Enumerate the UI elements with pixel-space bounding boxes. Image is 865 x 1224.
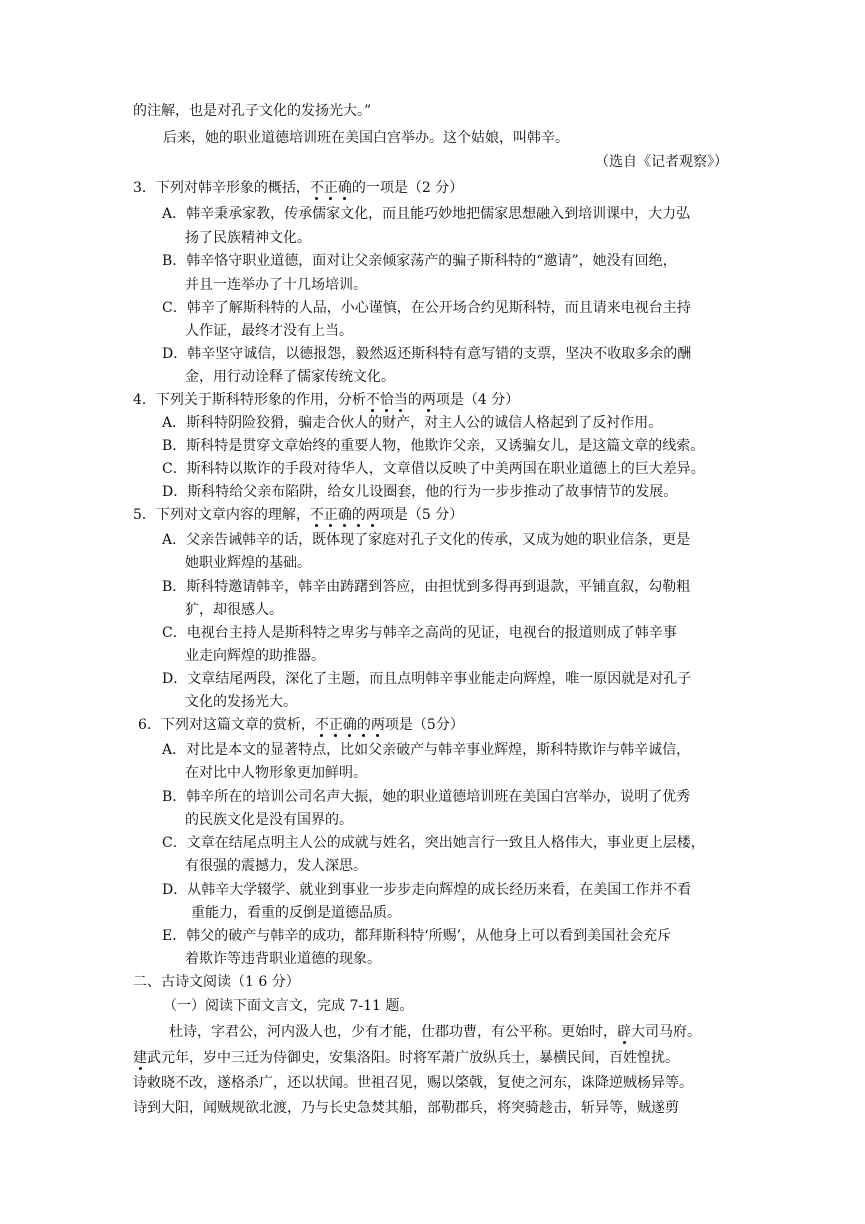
option-line: C．电视台主持人是斯科特之卑劣与韩辛之高尚的见证，电视台的报道则成了韩辛事 [162, 625, 677, 641]
option-line: C．斯科特以欺诈的手段对待华人，文章借以反映了中美两国在职业道德上的巨大差异。 [162, 461, 705, 477]
option-line: B．韩辛恪守职业道德，面对让父亲倾家荡产的骗子斯科特的“邀请”，她没有回绝， [162, 253, 677, 269]
question-6: 6．下列对这篇文章的赏析，不正确的两项是（5分） [138, 717, 464, 733]
option-line: 的民族文化是没有国界的。 [185, 812, 353, 828]
classical-text-line: 诗到大阳，闻贼规欲北渡，乃与长史急焚其船，部勒郡兵，将突骑趁击，斩异等，贼遂剪 [133, 1100, 679, 1116]
option-line: 文化的发扬光大。 [185, 694, 297, 710]
option-line: 并且一连举办了十几场培训。 [185, 277, 367, 293]
option-line: 扬了民族精神文化。 [185, 230, 311, 246]
option-line: 在对比中人物形象更加鲜明。 [185, 765, 367, 781]
option-line: D．斯科特给父亲布陷阱，给女儿设圈套，他的行为一步步推动了故事情节的发展。 [162, 484, 678, 500]
option-line: A．韩辛秉承家教，传承儒家文化，而且能巧妙地把儒家思想融入到培训课中，大力弘 [162, 206, 691, 222]
question-5: 5．下列对文章内容的理解，不正确的两项是（5 分） [133, 507, 464, 523]
question-3: 3．下列对韩辛形象的概括，不正确的一项是（2 分） [133, 180, 464, 196]
passage-line: 后来，她的职业道德培训班在美国白宫举办。这个姑娘，叫韩辛。 [163, 130, 569, 146]
option-line: 人作证，最终才没有上当。 [185, 323, 353, 339]
option-line: B．斯科特是贯穿文章始终的重要人物，他欺诈父亲，又诱骗女儿，是这篇文章的线索。 [162, 438, 705, 454]
option-line: A．斯科特阴险狡猾，骗走合伙人的财产，对主人公的诚信人格起到了反衬作用。 [162, 415, 663, 431]
source-citation: （选自《记者观察》） [595, 154, 728, 170]
option-line: D．从韩辛大学辍学、就业到事业一步步走向辉煌的成长经历来看，在美国工作并不看 [162, 882, 692, 898]
option-line: C．文章在结尾点明主人公的成就与姓名，突出她言行一致且人格伟大，事业更上层楼， [162, 835, 705, 851]
classical-text-line: 杜诗，字君公，河内汲人也，少有才能，仕郡功曹，有公平称。更始时，辟大司马府。 [169, 1024, 701, 1040]
option-line: D．韩辛坚守诚信，以德报怨，毅然返还斯科特有意写错的支票，坚决不收取多余的酬 [162, 346, 692, 362]
option-line: A．对比是本文的显著特点，比如父亲破产与韩辛事业辉煌，斯科特欺诈与韩辛诚信， [162, 742, 691, 758]
subsection-heading: （一）阅读下面文言文，完成 7-11 题。 [163, 998, 414, 1014]
option-line: B．韩辛所在的培训公司名声大振，她的职业道德培训班在美国白宫举办，说明了优秀 [162, 789, 691, 805]
option-line: 业走向辉煌的助推器。 [185, 648, 325, 664]
option-line: 金，用行动诠释了儒家传统文化。 [185, 369, 395, 385]
option-line: C．韩辛了解斯科特的人品，小心谨慎，在公开场合约见斯科特，而且请来电视台主持 [162, 300, 691, 316]
classical-text-line: 诗敕晓不改，遂格杀广，还以状闻。世祖召见，赐以棨戟，复使之河东，诛降逆贼杨异等。 [133, 1075, 693, 1091]
option-line: 重能力，看重的反倒是道德品质。 [191, 905, 401, 921]
option-line: E．韩父的破产与韩辛的成功，都拜斯科特‘所赐’，从他身上可以看到美国社会充斥 [162, 928, 672, 944]
passage-line: 的注解，也是对孔子文化的发扬光大。” [133, 103, 372, 119]
section-heading: 二、古诗文阅读（1 6 分） [133, 974, 300, 990]
option-line: 着欺诈等违背职业道德的现象。 [185, 951, 381, 967]
question-4: 4．下列关于斯科特形象的作用，分析不恰当的两项是（4 分） [133, 392, 520, 408]
option-line: 有很强的震撼力，发人深思。 [185, 858, 367, 874]
option-line: 她职业辉煌的基础。 [185, 555, 311, 571]
classical-text-line: 建武元年，岁中三迁为侍御史，安集洛阳。时将军萧广放纵兵士，暴横民间，百姓惶扰。 [133, 1050, 679, 1066]
option-line: B．斯科特邀请韩辛，韩辛由踌躇到答应，由担忧到多得再到退款，平铺直叙，勾勒粗 [162, 579, 691, 595]
option-line: A．父亲告诫韩辛的话，既体现了家庭对孔子文化的传承，又成为她的职业信条，更是 [162, 532, 691, 548]
option-line: 犷，却很感人。 [185, 602, 283, 618]
option-line: D．文章结尾两段，深化了主题，而且点明韩辛事业能走向辉煌，唯一原因就是对孔子 [162, 671, 692, 687]
